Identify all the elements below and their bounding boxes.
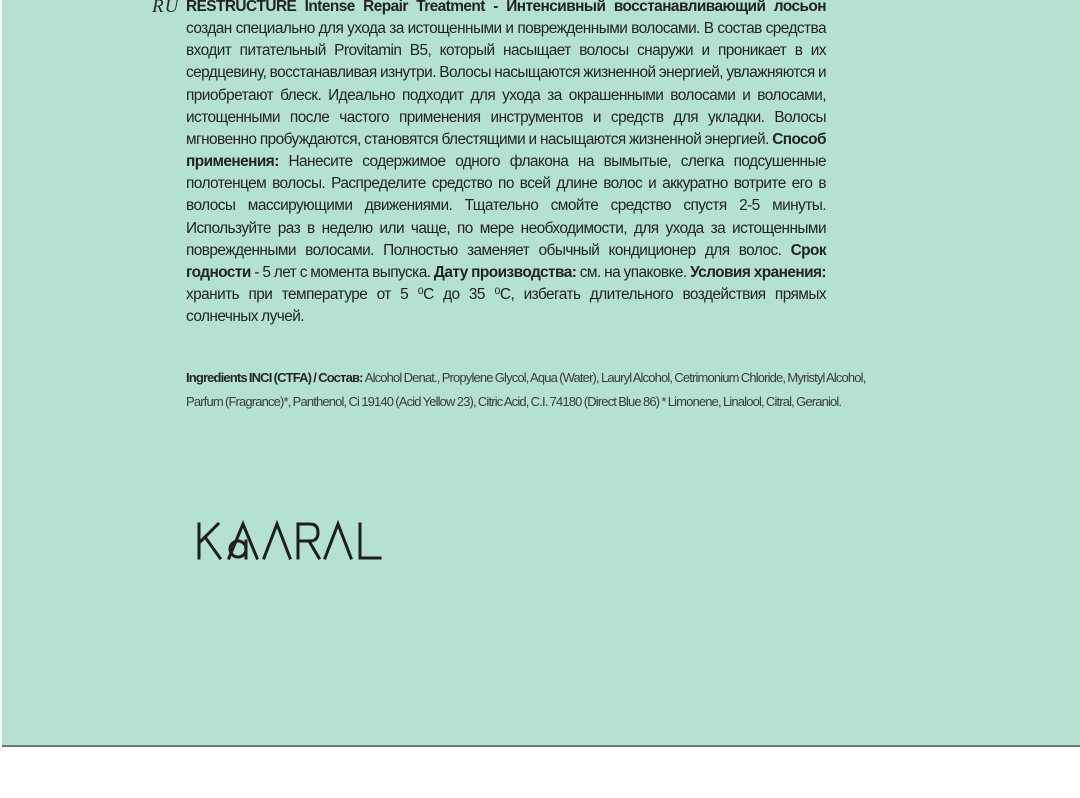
ingredients-label: Ingredients INCI (CTFA) / Состав: — [186, 370, 363, 385]
product-name: RESTRUCTURE Intense Repair Treatment - Интенсивный восстанавливающий лосьон — [186, 0, 826, 15]
ingredients-text: Alcohol Denat., Propylene Glycol, Aqua (Water), Lauryl Alcohol, Cetrimonium Chloride, Myristyl Alcohol, Parfum (Fragrance)*, Panthenol, Ci 19140 (Acid Yellow 23), Citric Acid, C.I. 74180 (Direct Blue 86) * Limonene, Linalool, Citral, Geraniol. — [186, 370, 866, 409]
storage-text: хранить при температуре от 5 ⁰С до 35 ⁰С, избегать длительного воздействия прямых солнечных лучей. — [186, 286, 826, 326]
kaaral-logo — [196, 520, 384, 562]
product-description — [186, 0, 826, 328]
production-date-text: см. на упаковке. — [576, 263, 691, 281]
storage-label: Условия хранения: — [690, 263, 827, 281]
usage-label: Способ применения: — [186, 130, 826, 171]
production-date-label: Дату производства: — [433, 263, 577, 281]
shelf-life-label: Срок годности — [186, 241, 826, 281]
usage-text: Нанесите содержимое одного флакона на вымытые, слегка подсушенные полотенцем волосы. Распределите средство по всей длине волос и аккуратно вотрите его в волосы массирующими движениями. Тщательно смойте средство спустя 2-5 минуты. Используйте раз в неделю или чаще, по мере необходимости, для ухода за истощенными поврежденными волосами. Полностью заменяет обычный кондиционер для волос. — [186, 153, 826, 259]
shelf-life-text: - 5 лет с момента выпуска. — [250, 263, 434, 281]
language-code: RU — [152, 0, 180, 17]
label-panel — [2, 0, 1080, 747]
intro-text: создан специально для ухода за истощенными и поврежденными волосами. В состав средства входит питательный Provitamin B5, который насыщает волосы снаружи и проникает в их сердцевину, восстанавливая изнутри. Волосы насыщаются жизненной энергией, увлажняются и приобретают блеск. Идеально подходит для ухода за окрашенными волосами и волосами, истощенными после частого применения инструментов и средств для укладки. Волосы мгновенно пробуждаются, становятся блестящими и насыщаются жизненной энергией. — [186, 20, 826, 148]
ingredients-list — [186, 366, 886, 413]
